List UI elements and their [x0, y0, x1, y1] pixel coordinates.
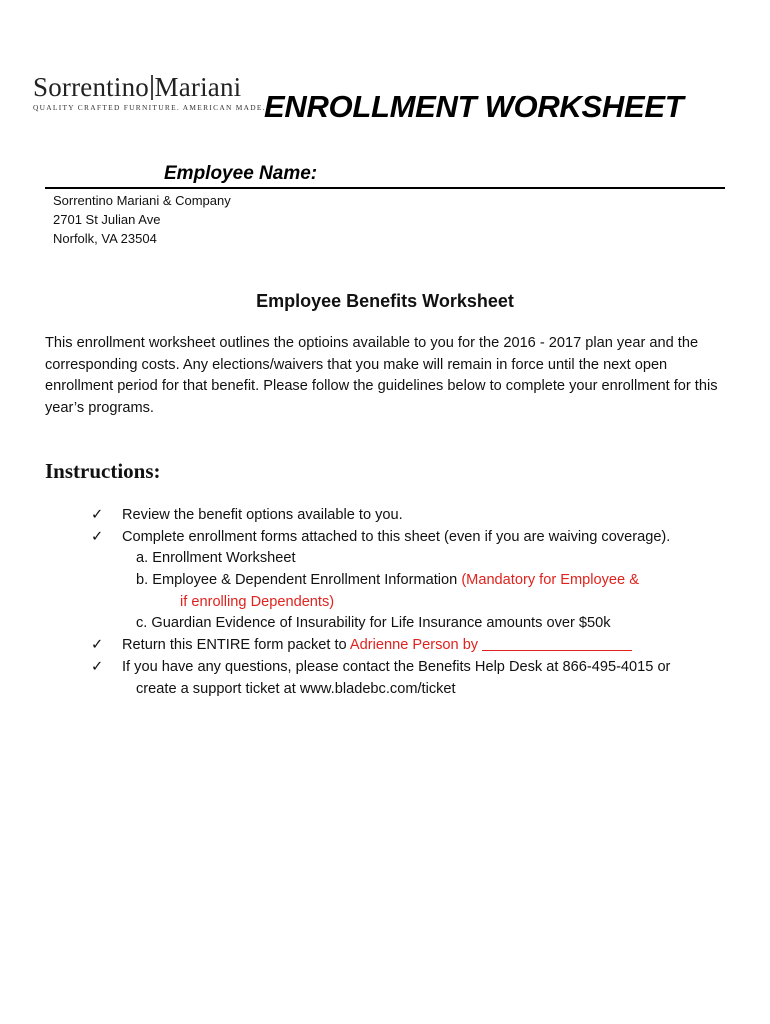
logo-name-left: Sorrentino: [33, 72, 149, 102]
due-date-blank[interactable]: [482, 636, 632, 651]
sub-item-text: [136, 570, 639, 592]
list-item-text-continued: create a support ticket at www.bladebc.com/ticket: [136, 680, 456, 697]
section-heading: Employee Benefits Worksheet: [256, 291, 514, 311]
logo-tagline: QUALITY CRAFTED FURNITURE. AMERICAN MADE.: [33, 103, 266, 112]
company-address: [53, 191, 231, 248]
logo-divider: [151, 75, 153, 100]
list-item: [0, 505, 770, 527]
contact-person: Adrienne Person by: [349, 637, 479, 654]
page-title: ENROLLMENT WORKSHEET: [264, 89, 684, 124]
address-city: Norfolk, VA 23504: [53, 231, 157, 246]
checkmark-icon: ✓: [91, 528, 104, 545]
sub-item-continuation: [0, 592, 770, 614]
sub-item: [0, 548, 770, 570]
employee-name-label: Employee Name:: [164, 163, 318, 184]
address-company: Sorrentino Mariani & Company: [53, 193, 231, 208]
checkmark-icon: ✓: [91, 637, 104, 654]
list-item-text: Complete enrollment forms attached to this sheet (even if you are waiving coverage).: [122, 528, 671, 545]
sub-item-b-text: b. Employee & Dependent Enrollment Information: [136, 572, 458, 589]
address-street: 2701 St Julian Ave: [53, 212, 161, 227]
mandatory-note: (Mandatory for Employee &: [461, 572, 639, 589]
sub-item-text: c. Guardian Evidence of Insurability for Life Insurance amounts over $50k: [136, 615, 611, 632]
list-item-text: If you have any questions, please contact the Benefits Help Desk at 866-495-4015 or: [122, 658, 671, 675]
return-text: Return this ENTIRE form packet to: [122, 637, 347, 654]
instructions-heading: Instructions:: [45, 459, 161, 483]
list-item-text: Review the benefit options available to you.: [122, 507, 403, 523]
checkmark-icon: ✓: [91, 507, 104, 523]
sub-item-text: a. Enrollment Worksheet: [136, 550, 296, 567]
company-logo: [33, 72, 266, 112]
list-item: [0, 657, 770, 679]
logo-wordmark: [33, 72, 255, 102]
checkmark-icon: ✓: [91, 658, 104, 675]
logo-name-right: Mariani: [154, 72, 242, 102]
list-item: [0, 635, 770, 657]
sub-item: [0, 613, 770, 635]
list-item-text: [122, 635, 632, 657]
list-item-continuation: [0, 679, 770, 701]
intro-paragraph: This enrollment worksheet outlines the optioins available to you for the 2016 - 2017 plan year and the corresponding costs. Any elections/waivers that you make will remain in force until the next open enrollment period for that benefit. Please follow the guidelines below to complete your enrollment for this year’s programs.: [45, 335, 718, 416]
employee-name-field-line[interactable]: [45, 187, 725, 189]
sub-item: [0, 570, 770, 592]
instructions-list: [0, 505, 770, 700]
list-item: [0, 527, 770, 549]
mandatory-note-continued: if enrolling Dependents): [180, 593, 335, 610]
